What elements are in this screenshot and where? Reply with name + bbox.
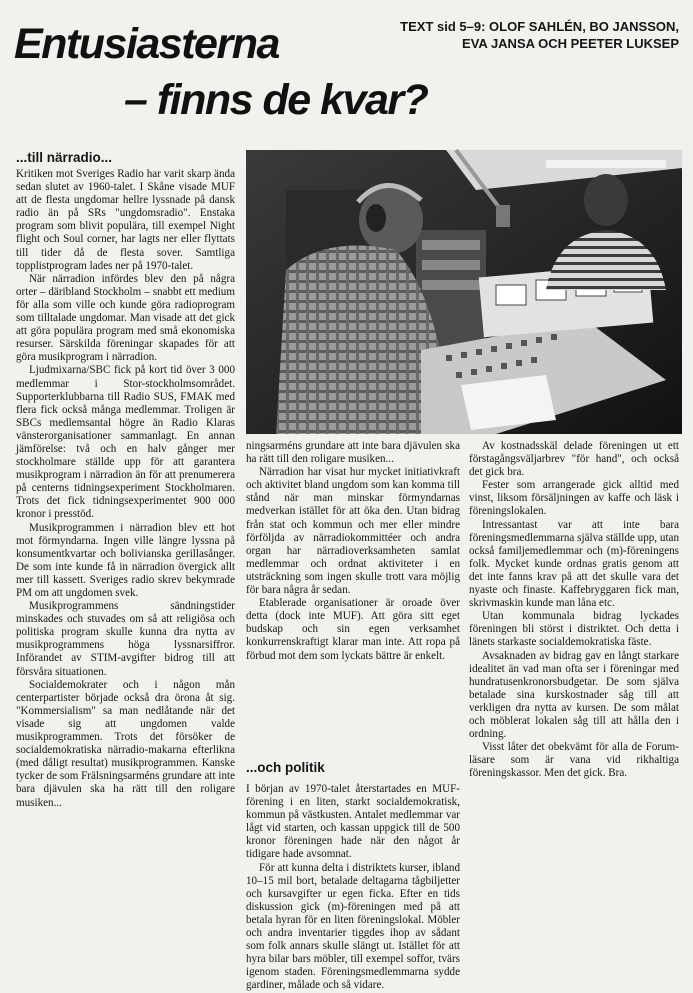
paragraph: I början av 1970-talet återstartades en MUF-förening i en liten, starkt socialdemokratisk, kommun på västkusten. Antalet medlemmar var lågt vid starten, och kassan uppgick till de 500 kronor föreningen hade när den något år tidigare hade avsomnat.	[246, 783, 460, 861]
paragraph: Etablerade organisationer är oroade över detta (dock inte MUF). Att göra sitt eget budskap och sin egen verksamhet konkurrenskraftigt klarar man inte. Att ropa på förbud mot dem som lyckats bättre är enkelt.	[246, 597, 460, 662]
article-column-1	[16, 168, 235, 958]
headline-line-2: – finns de kvar?	[124, 76, 428, 124]
byline	[349, 18, 679, 52]
article-column-3	[469, 440, 679, 963]
paragraph: Intressantast var att inte bara föreningsmedlemmarna själva ställde upp, utan också familjemedlemmar och (m)-föreningens folk. Mycket kunde ordnas gratis genom att det inte fanns krav på att det skulle vara det nyaste och finaste. Kaffebryggaren fick man, skrivmaskin kunde man låna etc.	[469, 518, 679, 610]
paragraph: Fester som arrangerade gick alltid med vinst, liksom försäljningen av kaffe och läsk i föreningslokalen.	[469, 479, 679, 518]
radio-studio-photo	[246, 150, 682, 434]
article-column-2-lower	[246, 783, 460, 992]
paragraph: Utan kommunala bidrag lyckades föreningen bli störst i distriktet. Och detta i länets starkaste socialdemokratiska fäste.	[469, 610, 679, 649]
paragraph: Musikprogrammens sändningstider minskades och stuvades om så att religiösa och politiska program skulle kunna dra nytta av musikprogrammens höga lyssnarsiffror. Införandet av STIM-avgifter bidrog till att försvåra situationen.	[16, 600, 235, 678]
paragraph: För att kunna delta i distriktets kurser, ibland 10–15 mil bort, betalade deltagarna tågbiljetter och kursavgifter ur egen ficka. Efter en tids diskussion gick (m)-föreningen med på att betala hyran för en liten föreningslokal. Möbler och andra inventarier tiggdes ihop av sådant som folk annars skulle slängt ut. Istället för att hyra bilar bars möbler, till exempel soffor, tvärs igenom staden. Föreningsmedlemmarna sydde gardiner, målade och så vidare.	[246, 861, 460, 992]
paragraph: Ljudmixarna/SBC fick på kort tid över 3 000 medlemmar i Stor-stockholmsområdet. Supporterklubbarna till Radio SUS, FMAK med flera fick också många medlemmar. Troligen är SBCs medlemsantal högre än Radio Klaras vänsterorganisationer sammanlagt. En annan jämförelse: två och en halv gånger mer stockholmare ställde upp för att garantera musikprogram i närradion än för att prenumerera på centerns tidningsexperiment Stockholmaren. Trots det fick tidningsexperimentet 900 000 kronor i presstöd.	[16, 364, 235, 521]
subheading-politik: ...och politik	[246, 760, 325, 775]
headline-line-1: Entusiasterna	[14, 20, 279, 68]
paragraph: Musikprogrammen i närradion blev ett hot mot förmyndarna. Ingen ville längre lyssna på konsumentkvartar och bolivianska gerillasånger. De som inte kunde få in närradion övergick allt mer till kassett. Sveriges radio skrev bekymrade PM om att ungdomen svek.	[16, 521, 235, 599]
paragraph: Kritiken mot Sveriges Radio har varit skarp ända sedan slutet av 1960-talet. I Skåne visade MUF att de flesta ungdomar hellre lyssnade på dansk radio än på SRs "ungdomsradio". Enstaka program som blivit populära, till exempel Night flight och Soul corner, har lagts ner eller flyttats till tider då de flesta sover. Samtliga topplistprogram lades ner på 1970-talet.	[16, 168, 235, 272]
article-column-2	[246, 440, 460, 735]
paragraph: När närradion infördes blev den på några orter – däribland Stockholm – snabbt ett medium för alla som ville och kunde göra radioprogram som tilltalade ungdomar. Man visade att det gick att göra populära program med små ekonomiska resurser. Särskilda föreningar skapades för att göra musikprogram i närradion.	[16, 272, 235, 364]
paragraph: Av kostnadsskäl delade föreningen ut ett förstagångsväljarbrev "för hand", och också det gick bra.	[469, 440, 679, 479]
subheading-narradio: ...till närradio...	[16, 150, 113, 165]
paragraph-continued: ningsarméns grundare att inte bara djävulen ska ha rätt till den roligare musiken...	[246, 440, 460, 466]
paragraph: Närradion har visat hur mycket initiativkraft och aktivitet bland ungdom som kan komma till stånd när man minskar förmyndarnas medverkan istället för att öka den. Utan bidrag från stat och kommun och mer eller mindre förföljda av närradiokommittéer och andra organ har närradioverksamheten samlat medlemmar och ordnat aktiviteter i en utsträckning som ingen skulle trott vara möjlig för bara några år sedan.	[246, 466, 460, 597]
paragraph: Socialdemokrater och i någon mån centerpartister började också dra örona åt sig. "Kommersialism" sa man nedlåtande när det visade sig att ungdomen valde musikprogrammen. Trots det försöker de socialdemokratiska närradio-makarna efterlikna (med dåligt resultat) musikprogrammen. Kanske tycker de som Frälsningsarméns grundare att inte bara djävulen ska ha rätt till den roligare musiken...	[16, 678, 235, 809]
paragraph: Avsaknaden av bidrag gav en långt starkare idealitet än vad man ofta ser i föreningar med hundratusenkronorsbudgetar. De som själva betalade sina kurskostnader såg till att verkligen dra nytta av kursen. De som målat och möblerat lokalen såg till att hålla den i ordning.	[469, 649, 679, 741]
byline-line-1: TEXT sid 5–9: OLOF SAHLÉN, BO JANSSON,	[400, 19, 679, 34]
paragraph: Visst låter det obekvämt för alla de Forum-läsare som är vana vid rikhaltiga föreningskassor. Men det gick. Bra.	[469, 741, 679, 780]
byline-line-2: EVA JANSA OCH PEETER LUKSEP	[462, 36, 679, 51]
radio-studio-illustration	[246, 150, 682, 434]
